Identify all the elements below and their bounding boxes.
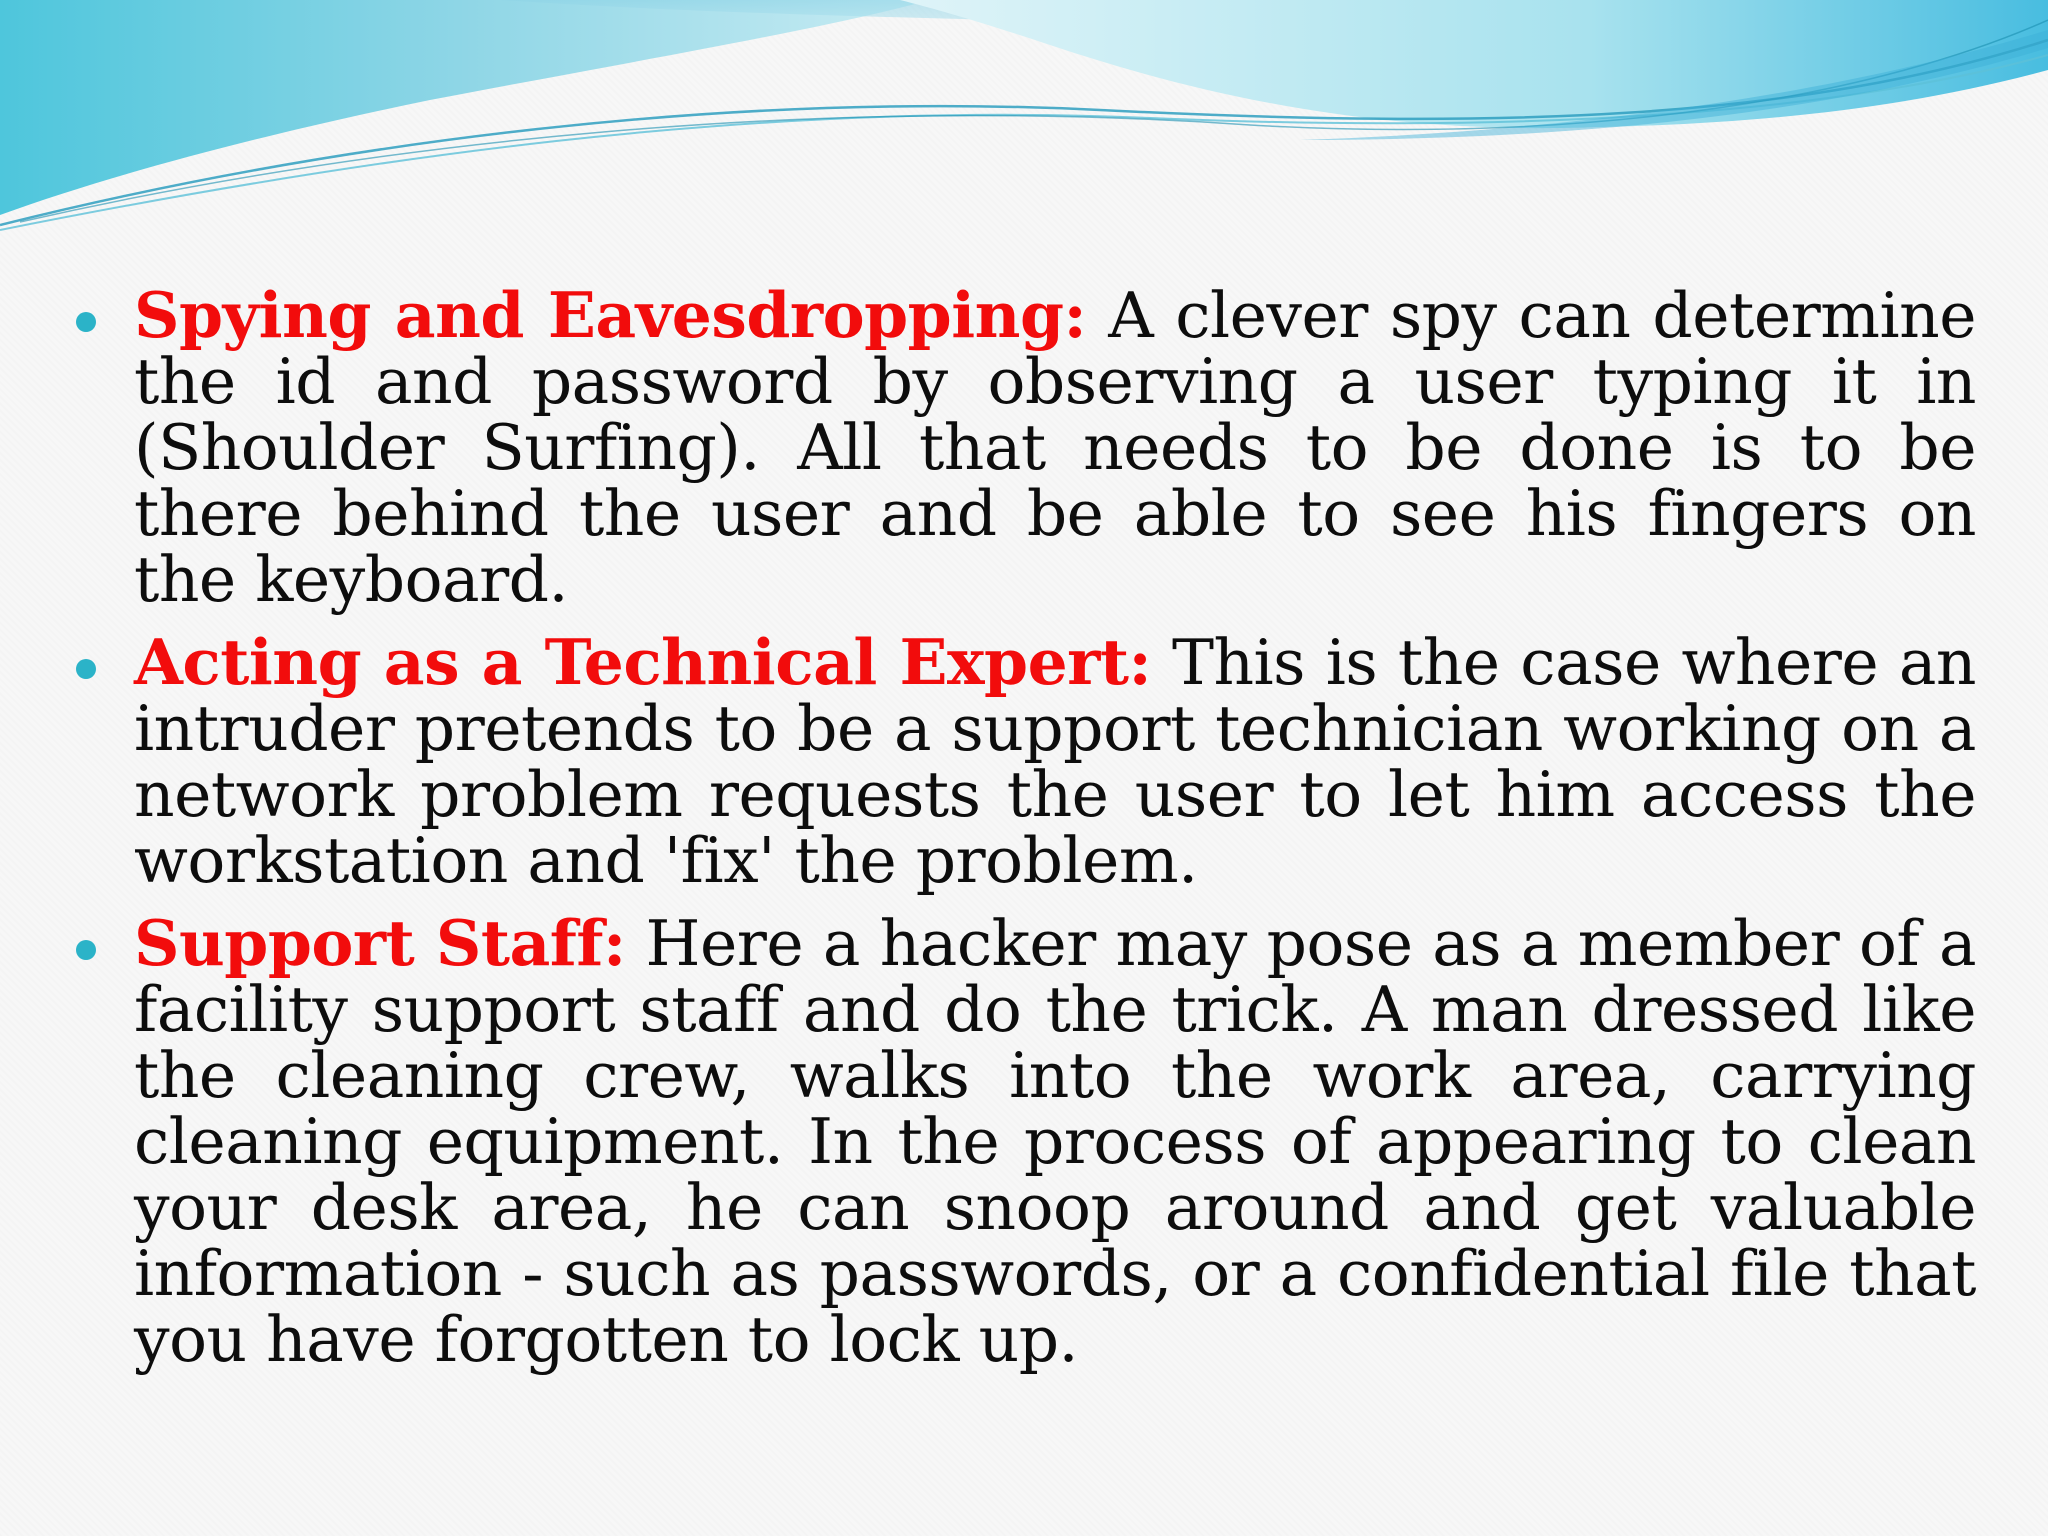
wave-header-decoration: [0, 0, 2048, 240]
bullet-paragraph: [134, 906, 1977, 1376]
bullet-dot-icon: [76, 659, 96, 679]
bullet-term: Acting as a Technical Expert:: [134, 625, 1152, 699]
bullet-term: Spying and Eavesdropping:: [134, 278, 1087, 352]
list-item: [66, 625, 1976, 897]
bullet-body: A clever spy can determine the id and password by observing a user typing it in (Shoulder Surfing). All that needs to be done is to be there behind the user and be able to see his fingers on the keyboard.: [134, 279, 1977, 616]
bullet-dot-icon: [76, 940, 96, 960]
list-item: [66, 906, 1977, 1376]
bullet-body: Here a hacker may pose as a member of a facility support staff and do the trick. A man dressed like the cleaning crew, walks into the work area, carrying cleaning equipment. In the process of appearing to clean your desk area, he can snoop around and get valuable information - such as passwords, or a confidential file that you have forgotten to lock up.: [134, 907, 1977, 1376]
bullet-paragraph: [134, 278, 1977, 616]
bullet-body: This is the case where an intruder pretends to be a support technician working on a network problem requests the user to let him access the workstation and 'fix' the problem.: [134, 626, 1976, 897]
bullet-paragraph: [134, 625, 1976, 897]
bullet-term: Support Staff:: [134, 906, 626, 980]
bullet-content: [66, 278, 1977, 1389]
list-item: [66, 278, 1977, 616]
bullet-list: [66, 278, 1977, 1376]
bullet-dot-icon: [76, 312, 96, 332]
